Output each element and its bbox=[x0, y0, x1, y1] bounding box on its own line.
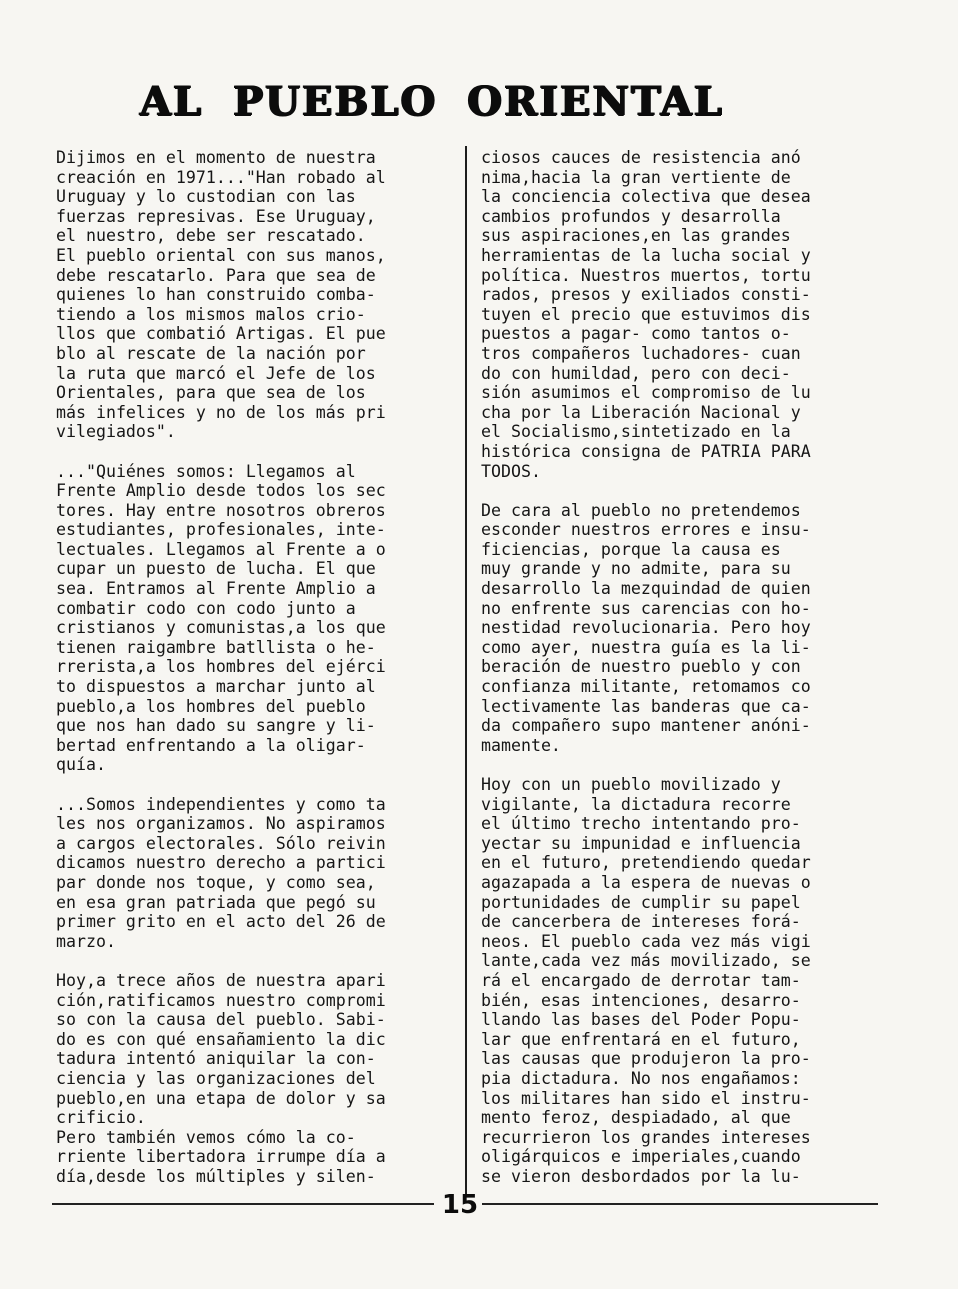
text-line: dicamos nuestro derecho a partici bbox=[56, 853, 386, 873]
text-line: Dijimos en el momento de nuestra bbox=[56, 148, 376, 167]
text-line: el último trecho intentando pro- bbox=[481, 814, 801, 834]
text-line: en esa gran patriada que pegó su bbox=[56, 892, 376, 912]
text-line: El pueblo oriental con sus manos, bbox=[56, 245, 386, 265]
text-line: ciosos cauces de resistencia anó bbox=[481, 148, 801, 167]
text-line: nima,hacia la gran vertiente de bbox=[481, 167, 791, 187]
text-line: pueblo,en una etapa de dolor y sa bbox=[56, 1088, 386, 1108]
text-line: yectar su impunidad e influencia bbox=[481, 833, 801, 853]
text-line: el Socialismo,sintetizado en la bbox=[481, 422, 791, 442]
text-line: creación en 1971..."Han robado al bbox=[56, 167, 386, 187]
text-line: las causas que produjeron la pro- bbox=[481, 1049, 811, 1069]
text-line: debe rescatarlo. Para que sea de bbox=[56, 265, 376, 285]
footer-rule-right bbox=[482, 1203, 878, 1205]
paragraph-break bbox=[56, 775, 454, 795]
text-line: Hoy con un pueblo movilizado y bbox=[481, 775, 781, 794]
text-line: muy grande y no admite, para su bbox=[481, 559, 791, 579]
text-line: pia dictadura. No nos engañamos: bbox=[481, 1068, 801, 1088]
text-line: tores. Hay entre nosotros obreros bbox=[56, 500, 386, 520]
text-line: Uruguay y lo custodian con las bbox=[56, 187, 356, 207]
text-line: vigilante, la dictadura recorre bbox=[481, 794, 791, 814]
text-line: crificio. bbox=[56, 1108, 146, 1128]
text-line: Orientales, para que sea de los bbox=[56, 383, 366, 403]
text-line: ciencia y las organizaciones del bbox=[56, 1068, 376, 1088]
text-line: TODOS. bbox=[481, 461, 541, 481]
page-title: AL PUEBLO ORIENTAL bbox=[140, 78, 724, 125]
text-line: confianza militante, retomamos co bbox=[481, 677, 811, 697]
text-line: do con humildad, pero con deci- bbox=[481, 363, 791, 383]
text-line: rrerista,a los hombres del ejérci bbox=[56, 657, 386, 677]
text-line: ...Somos independientes y como ta bbox=[56, 794, 386, 814]
text-line: quía. bbox=[56, 755, 106, 775]
text-line: como ayer, nuestra guía es la li- bbox=[481, 637, 811, 657]
text-line: tros compañeros luchadores- cuan bbox=[481, 343, 801, 363]
footer-rule-left bbox=[52, 1203, 434, 1205]
text-line: Hoy,a trece años de nuestra apari bbox=[56, 970, 386, 990]
text-line: cambios profundos y desarrolla bbox=[481, 206, 781, 226]
text-line: lante,cada vez más movilizado, se bbox=[481, 951, 811, 971]
text-line: se vieron desbordados por la lu- bbox=[481, 1166, 801, 1186]
text-line: recurrieron los grandes intereses bbox=[481, 1127, 811, 1147]
text-line: llando las bases del Poder Popu- bbox=[481, 1010, 801, 1030]
text-line: neos. El pueblo cada vez más vigi bbox=[481, 931, 811, 951]
text-line: Pero también vemos cómo la co- bbox=[56, 1127, 356, 1147]
text-line: ción,ratificamos nuestro compromi bbox=[56, 990, 386, 1010]
text-line: quienes lo han construido comba- bbox=[56, 285, 376, 305]
text-line: par donde nos toque, y como sea, bbox=[56, 872, 376, 892]
text-line: de cancerbera de intereses forá- bbox=[481, 912, 801, 932]
text-line: fuerzas represivas. Ese Uruguay, bbox=[56, 206, 376, 226]
text-line: do es con qué ensañamiento la dic bbox=[56, 1029, 386, 1049]
text-line: mamente. bbox=[481, 735, 561, 755]
text-line: cristianos y comunistas,a los que bbox=[56, 618, 386, 638]
text-line: marzo. bbox=[56, 931, 116, 951]
text-line: estudiantes, profesionales, inte- bbox=[56, 520, 386, 540]
text-line: tienen raigambre batllista o he- bbox=[56, 637, 376, 657]
text-line: les nos organizamos. No aspiramos bbox=[56, 814, 386, 834]
text-line: herramientas de la lucha social y bbox=[481, 245, 811, 265]
text-line: no enfrente sus carencias con ho- bbox=[481, 598, 811, 618]
text-line: combatir codo con codo junto a bbox=[56, 598, 356, 618]
text-line: a cargos electorales. Sólo reivin bbox=[56, 833, 386, 853]
text-line: histórica consigna de PATRIA PARA bbox=[481, 441, 811, 461]
text-line: los militares han sido el instru- bbox=[481, 1088, 811, 1108]
text-line: ..."Quiénes somos: Llegamos al bbox=[56, 461, 356, 481]
text-line: el nuestro, debe ser rescatado. bbox=[56, 226, 366, 246]
page-number: 15 bbox=[441, 1190, 479, 1220]
text-line: día,desde los múltiples y silen- bbox=[56, 1166, 376, 1186]
text-line: llos que combatió Artigas. El pue bbox=[56, 324, 386, 344]
paragraph-break bbox=[481, 481, 879, 501]
text-line: ficiencias, porque la causa es bbox=[481, 539, 781, 559]
text-line: en el futuro, pretendiendo quedar bbox=[481, 853, 811, 873]
right-text-column bbox=[481, 148, 879, 1186]
text-line: bertad enfrentando a la oligar- bbox=[56, 735, 366, 755]
text-line: esconder nuestros errores e insu- bbox=[481, 520, 811, 540]
text-line: so con la causa del pueblo. Sabi- bbox=[56, 1010, 386, 1030]
text-line: De cara al pueblo no pretendemos bbox=[481, 500, 801, 520]
text-line: vilegiados". bbox=[56, 422, 176, 442]
text-line: beración de nuestro pueblo y con bbox=[481, 657, 801, 677]
text-line: sus aspiraciones,en las grandes bbox=[481, 226, 791, 246]
text-line: desarrollo la mezquindad de quien bbox=[481, 579, 811, 599]
text-line: agazapada a la espera de nuevas o bbox=[481, 872, 811, 892]
paragraph-break bbox=[56, 442, 454, 462]
text-line: nestidad revolucionaria. Pero hoy bbox=[481, 618, 811, 638]
text-line: lectivamente las banderas que ca- bbox=[481, 696, 811, 716]
text-line: la conciencia colectiva que desea bbox=[481, 187, 811, 207]
text-line: tadura intentó aniquilar la con- bbox=[56, 1049, 376, 1069]
text-line: oligárquicos e imperiales,cuando bbox=[481, 1147, 801, 1167]
text-line: rados, presos y exiliados consti- bbox=[481, 285, 811, 305]
text-line: política. Nuestros muertos, tortu bbox=[481, 265, 811, 285]
paragraph-break bbox=[481, 755, 879, 775]
text-line: blo al rescate de la nación por bbox=[56, 343, 366, 363]
paragraph-break bbox=[56, 951, 454, 971]
text-line: cha por la Liberación Nacional y bbox=[481, 402, 801, 422]
text-line: portunidades de cumplir su papel bbox=[481, 892, 801, 912]
text-line: Frente Amplio desde todos los sec bbox=[56, 481, 386, 501]
text-line: lar que enfrentará en el futuro, bbox=[481, 1029, 801, 1049]
text-line: la ruta que marcó el Jefe de los bbox=[56, 363, 376, 383]
text-line: rá el encargado de derrotar tam- bbox=[481, 970, 801, 990]
text-line: rriente libertadora irrumpe día a bbox=[56, 1147, 386, 1167]
text-line: tuyen el precio que estuvimos dis bbox=[481, 304, 811, 324]
text-line: que nos han dado su sangre y li- bbox=[56, 716, 376, 736]
text-line: to dispuestos a marchar junto al bbox=[56, 677, 376, 697]
text-line: tiendo a los mismos malos crio- bbox=[56, 304, 366, 324]
text-line: bién, esas intenciones, desarro- bbox=[481, 990, 801, 1010]
column-divider bbox=[465, 146, 467, 1194]
text-line: da compañero supo mantener anóni- bbox=[481, 716, 811, 736]
text-line: sea. Entramos al Frente Amplio a bbox=[56, 579, 376, 599]
text-line: mento feroz, despiadado, al que bbox=[481, 1108, 791, 1128]
text-line: sión asumimos el compromiso de lu bbox=[481, 383, 811, 403]
text-line: cupar un puesto de lucha. El que bbox=[56, 559, 376, 579]
text-line: puestos a pagar- como tantos o- bbox=[481, 324, 791, 344]
text-line: primer grito en el acto del 26 de bbox=[56, 912, 386, 932]
text-line: más infelices y no de los más pri bbox=[56, 402, 386, 422]
text-line: pueblo,a los hombres del pueblo bbox=[56, 696, 366, 716]
left-text-column bbox=[56, 148, 454, 1186]
text-line: lectuales. Llegamos al Frente a o bbox=[56, 539, 386, 559]
